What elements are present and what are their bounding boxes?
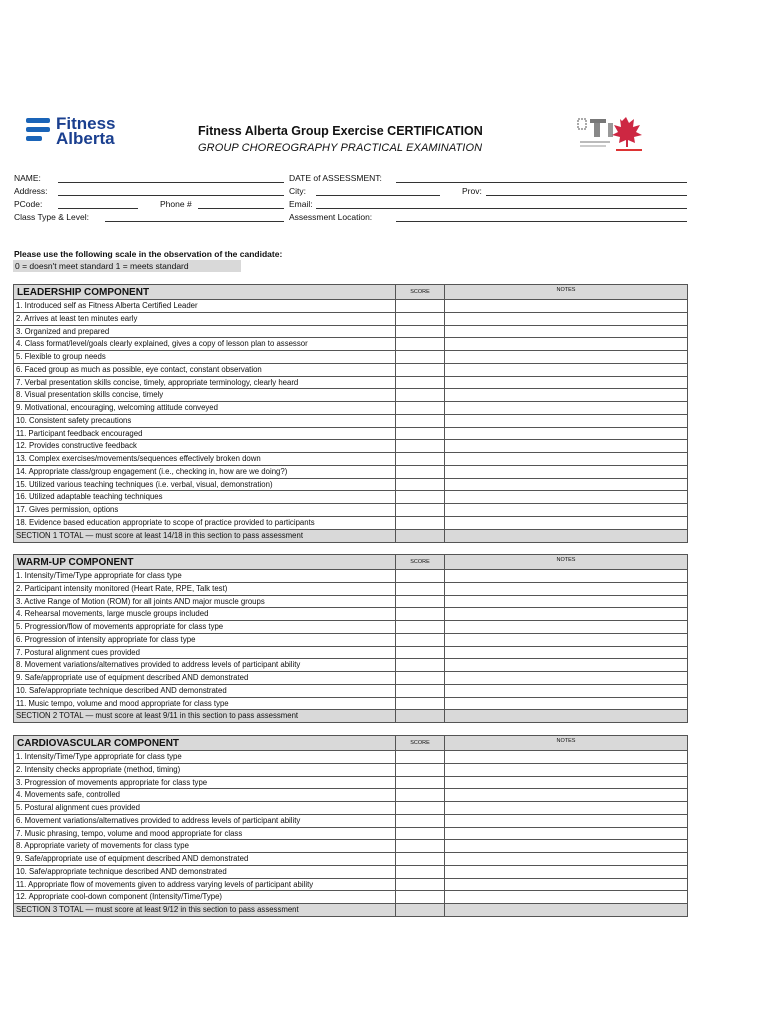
score-column-header: SCORE bbox=[395, 285, 444, 299]
criteria-row bbox=[13, 338, 688, 351]
notes-cell[interactable] bbox=[444, 608, 687, 620]
location-label: Assessment Location: bbox=[289, 212, 373, 222]
criteria-label: 9. Safe/appropriate use of equipment described AND demonstrated bbox=[16, 854, 249, 864]
criteria-row bbox=[13, 300, 688, 313]
score-cell[interactable] bbox=[395, 751, 444, 763]
notes-cell[interactable] bbox=[444, 802, 687, 814]
section-total-label: SECTION 2 TOTAL — must score at least 9/11 in this section to pass assessment bbox=[16, 711, 299, 721]
notes-cell[interactable] bbox=[444, 440, 687, 452]
criteria-row bbox=[13, 751, 688, 764]
score-cell[interactable] bbox=[395, 338, 444, 350]
section-total-row bbox=[13, 710, 688, 723]
criteria-label: 4. Rehearsal movements, large muscle groups included bbox=[16, 609, 209, 619]
criteria-row bbox=[13, 685, 688, 698]
criteria-row bbox=[13, 777, 688, 790]
criteria-row bbox=[13, 479, 688, 492]
criteria-row bbox=[13, 415, 688, 428]
notes-cell[interactable] bbox=[444, 504, 687, 516]
score-cell[interactable] bbox=[395, 389, 444, 401]
criteria-row bbox=[13, 596, 688, 609]
score-cell[interactable] bbox=[395, 621, 444, 633]
criteria-row bbox=[13, 364, 688, 377]
criteria-row bbox=[13, 853, 688, 866]
notes-cell[interactable] bbox=[444, 479, 687, 491]
maple-leaf-emblem-icon bbox=[576, 113, 650, 155]
criteria-row bbox=[13, 326, 688, 339]
criteria-row bbox=[13, 313, 688, 326]
criteria-label: 7. Postural alignment cues provided bbox=[16, 647, 140, 657]
score-cell[interactable] bbox=[395, 440, 444, 452]
criteria-label: 10. Safe/appropriate technique described AND demonstrated bbox=[16, 685, 227, 695]
criteria-label: 2. Intensity checks appropriate (method, timing) bbox=[16, 764, 181, 774]
criteria-label: 5. Flexible to group needs bbox=[16, 352, 106, 362]
section-total-row bbox=[13, 530, 688, 543]
notes-cell[interactable] bbox=[444, 351, 687, 363]
notes-cell[interactable] bbox=[444, 647, 687, 659]
score-cell[interactable] bbox=[395, 879, 444, 891]
location-field[interactable] bbox=[396, 221, 687, 222]
criteria-label: 6. Faced group as much as possible, eye contact, constant observation bbox=[16, 364, 262, 374]
notes-column-header: NOTES bbox=[444, 736, 687, 750]
score-cell[interactable] bbox=[395, 777, 444, 789]
section-total-label: SECTION 1 TOTAL — must score at least 14/18 in this section to pass assessment bbox=[16, 530, 304, 540]
score-cell[interactable] bbox=[395, 402, 444, 414]
prov-label: Prov: bbox=[462, 186, 482, 196]
criteria-label: 11. Participant feedback encouraged bbox=[16, 428, 143, 438]
notes-cell[interactable] bbox=[444, 659, 687, 671]
criteria-row bbox=[13, 440, 688, 453]
criteria-row bbox=[13, 351, 688, 364]
score-cell[interactable] bbox=[395, 517, 444, 529]
notes-cell[interactable] bbox=[444, 853, 687, 865]
notes-cell[interactable] bbox=[444, 466, 687, 478]
city-field[interactable] bbox=[316, 195, 440, 196]
criteria-row bbox=[13, 377, 688, 390]
pcode-field[interactable] bbox=[58, 208, 138, 209]
criteria-label: 12. Provides constructive feedback bbox=[16, 441, 137, 451]
scale-legend: 0 = doesn't meet standard 1 = meets standard bbox=[13, 260, 241, 272]
criteria-row bbox=[13, 840, 688, 853]
criteria-label: 1. Introduced self as Fitness Alberta Certified Leader bbox=[16, 301, 198, 310]
score-cell[interactable] bbox=[395, 659, 444, 671]
score-cell[interactable] bbox=[395, 466, 444, 478]
criteria-row bbox=[13, 504, 688, 517]
notes-cell[interactable] bbox=[444, 698, 687, 710]
criteria-row bbox=[13, 698, 688, 711]
criteria-row bbox=[13, 828, 688, 841]
logo-mark-icon bbox=[26, 118, 50, 144]
notes-cell[interactable] bbox=[444, 338, 687, 350]
score-cell[interactable] bbox=[395, 491, 444, 503]
criteria-label: 17. Gives permission, options bbox=[16, 505, 119, 515]
score-cell[interactable] bbox=[395, 828, 444, 840]
score-cell[interactable] bbox=[395, 710, 444, 722]
section-title: CARDIOVASCULAR COMPONENT bbox=[17, 738, 180, 749]
criteria-row bbox=[13, 402, 688, 415]
notes-cell[interactable] bbox=[444, 866, 687, 878]
phone-label: Phone # bbox=[160, 199, 192, 209]
score-cell[interactable] bbox=[395, 698, 444, 710]
criteria-label: 4. Class format/level/goals clearly explained, gives a copy of lesson plan to assessor bbox=[16, 339, 308, 349]
criteria-label: 6. Movement variations/alternatives provided to address levels of participant ability bbox=[16, 815, 301, 825]
criteria-row bbox=[13, 389, 688, 402]
date-field[interactable] bbox=[396, 182, 687, 183]
score-cell[interactable] bbox=[395, 608, 444, 620]
notes-cell[interactable] bbox=[444, 428, 687, 440]
criteria-label: 9. Motivational, encouraging, welcoming attitude conveyed bbox=[16, 403, 218, 413]
criteria-label: 11. Music tempo, volume and mood appropriate for class type bbox=[16, 698, 229, 708]
class-type-label: Class Type & Level: bbox=[14, 212, 89, 222]
score-cell[interactable] bbox=[395, 428, 444, 440]
notes-cell[interactable] bbox=[444, 517, 687, 529]
score-cell[interactable] bbox=[395, 866, 444, 878]
criteria-label: 3. Active Range of Motion (ROM) for all joints AND major muscle groups bbox=[16, 596, 265, 606]
notes-cell[interactable] bbox=[444, 596, 687, 608]
section-header bbox=[13, 284, 688, 300]
notes-cell[interactable] bbox=[444, 751, 687, 763]
logo-word-2: Alberta bbox=[56, 129, 115, 148]
notes-cell[interactable] bbox=[444, 530, 687, 542]
criteria-row bbox=[13, 879, 688, 892]
criteria-label: 3. Progression of movements appropriate for class type bbox=[16, 777, 208, 787]
criteria-label: 1. Intensity/Time/Type appropriate for class type bbox=[16, 752, 182, 761]
notes-cell[interactable] bbox=[444, 879, 687, 891]
email-field[interactable] bbox=[316, 208, 687, 209]
criteria-label: 8. Visual presentation skills concise, timely bbox=[16, 390, 164, 400]
score-cell[interactable] bbox=[395, 326, 444, 338]
criteria-label: 7. Verbal presentation skills concise, timely, appropriate terminology, clearly heard bbox=[16, 377, 299, 387]
address-field[interactable] bbox=[58, 195, 284, 196]
notes-cell[interactable] bbox=[444, 777, 687, 789]
address-label: Address: bbox=[14, 186, 48, 196]
criteria-label: 15. Utilized various teaching techniques (i.e. verbal, visual, demonstration) bbox=[16, 479, 273, 489]
criteria-label: 10. Safe/appropriate technique described AND demonstrated bbox=[16, 866, 227, 876]
score-cell[interactable] bbox=[395, 904, 444, 916]
criteria-label: 18. Evidence based education appropriate to scope of practice provided to participants bbox=[16, 518, 315, 528]
score-cell[interactable] bbox=[395, 685, 444, 697]
score-cell[interactable] bbox=[395, 570, 444, 582]
notes-cell[interactable] bbox=[444, 672, 687, 684]
score-cell[interactable] bbox=[395, 891, 444, 903]
logo-word-1: Fitness bbox=[56, 114, 116, 133]
notes-cell[interactable] bbox=[444, 313, 687, 325]
criteria-row bbox=[13, 647, 688, 660]
score-cell[interactable] bbox=[395, 453, 444, 465]
section-total-row bbox=[13, 904, 688, 917]
criteria-row bbox=[13, 583, 688, 596]
score-cell[interactable] bbox=[395, 764, 444, 776]
section-total-label: SECTION 3 TOTAL — must score at least 9/12 in this section to pass assessment bbox=[16, 905, 299, 915]
section-title: LEADERSHIP COMPONENT bbox=[17, 287, 150, 298]
class-type-field[interactable] bbox=[105, 221, 284, 222]
criteria-label: 9. Safe/appropriate use of equipment described AND demonstrated bbox=[16, 673, 249, 683]
score-cell[interactable] bbox=[395, 634, 444, 646]
criteria-row bbox=[13, 517, 688, 530]
notes-cell[interactable] bbox=[444, 453, 687, 465]
score-cell[interactable] bbox=[395, 840, 444, 852]
notes-column-header: NOTES bbox=[444, 555, 687, 569]
criteria-label: 12. Appropriate cool-down component (Intensity/Time/Type) bbox=[16, 892, 223, 902]
criteria-label: 5. Progression/flow of movements appropriate for class type bbox=[16, 622, 224, 632]
score-column-header: SCORE bbox=[395, 736, 444, 750]
criteria-row bbox=[13, 621, 688, 634]
criteria-label: 10. Consistent safety precautions bbox=[16, 415, 132, 425]
criteria-label: 3. Organized and prepared bbox=[16, 326, 110, 336]
notes-cell[interactable] bbox=[444, 491, 687, 503]
notes-cell[interactable] bbox=[444, 815, 687, 827]
notes-cell[interactable] bbox=[444, 840, 687, 852]
criteria-row bbox=[13, 789, 688, 802]
page-subtitle: GROUP CHOREOGRAPHY PRACTICAL EXAMINATION bbox=[198, 142, 483, 154]
notes-cell[interactable] bbox=[444, 583, 687, 595]
criteria-row bbox=[13, 891, 688, 904]
criteria-row bbox=[13, 866, 688, 879]
criteria-label: 8. Movement variations/alternatives provided to address levels of participant ability bbox=[16, 660, 301, 670]
score-cell[interactable] bbox=[395, 504, 444, 516]
score-cell[interactable] bbox=[395, 815, 444, 827]
criteria-label: 16. Utilized adaptable teaching techniques bbox=[16, 492, 163, 502]
score-cell[interactable] bbox=[395, 415, 444, 427]
notes-cell[interactable] bbox=[444, 789, 687, 801]
phone-field[interactable] bbox=[198, 208, 284, 209]
page-title: Fitness Alberta Group Exercise CERTIFICATION bbox=[198, 124, 483, 138]
score-cell[interactable] bbox=[395, 351, 444, 363]
score-cell[interactable] bbox=[395, 583, 444, 595]
scale-instructions: Please use the following scale in the observation of the candidate: bbox=[14, 249, 283, 259]
notes-cell[interactable] bbox=[444, 377, 687, 389]
criteria-row bbox=[13, 634, 688, 647]
criteria-row bbox=[13, 802, 688, 815]
score-cell[interactable] bbox=[395, 300, 444, 312]
notes-cell[interactable] bbox=[444, 710, 687, 722]
score-cell[interactable] bbox=[395, 672, 444, 684]
notes-cell[interactable] bbox=[444, 402, 687, 414]
notes-column-header: NOTES bbox=[444, 285, 687, 299]
criteria-label: 2. Participant intensity monitored (Heart Rate, RPE, Talk test) bbox=[16, 583, 228, 593]
score-cell[interactable] bbox=[395, 853, 444, 865]
email-label: Email: bbox=[289, 199, 313, 209]
fitness-alberta-logo bbox=[26, 116, 126, 150]
criteria-row bbox=[13, 608, 688, 621]
notes-cell[interactable] bbox=[444, 685, 687, 697]
criteria-row bbox=[13, 428, 688, 441]
notes-cell[interactable] bbox=[444, 828, 687, 840]
notes-cell[interactable] bbox=[444, 570, 687, 582]
criteria-row bbox=[13, 570, 688, 583]
score-cell[interactable] bbox=[395, 479, 444, 491]
cardiovascular-section bbox=[13, 735, 688, 917]
notes-cell[interactable] bbox=[444, 415, 687, 427]
criteria-label: 7. Music phrasing, tempo, volume and mood appropriate for class bbox=[16, 828, 243, 838]
section-header bbox=[13, 735, 688, 751]
criteria-label: 1. Intensity/Time/Type appropriate for class type bbox=[16, 571, 182, 580]
score-cell[interactable] bbox=[395, 377, 444, 389]
notes-cell[interactable] bbox=[444, 364, 687, 376]
criteria-row bbox=[13, 453, 688, 466]
criteria-row bbox=[13, 672, 688, 685]
name-field[interactable] bbox=[58, 182, 284, 183]
criteria-label: 6. Progression of intensity appropriate for class type bbox=[16, 634, 196, 644]
notes-cell[interactable] bbox=[444, 300, 687, 312]
notes-cell[interactable] bbox=[444, 891, 687, 903]
notes-cell[interactable] bbox=[444, 764, 687, 776]
leadership-section bbox=[13, 284, 688, 543]
criteria-label: 8. Appropriate variety of movements for class type bbox=[16, 841, 189, 851]
criteria-label: 13. Complex exercises/movements/sequences effectively broken down bbox=[16, 454, 261, 464]
criteria-row bbox=[13, 764, 688, 777]
criteria-row bbox=[13, 659, 688, 672]
score-column-header: SCORE bbox=[395, 555, 444, 569]
pcode-label: PCode: bbox=[14, 199, 43, 209]
notes-cell[interactable] bbox=[444, 621, 687, 633]
criteria-label: 14. Appropriate class/group engagement (i.e., checking in, how are we doing?) bbox=[16, 466, 288, 476]
warm-up-section bbox=[13, 554, 688, 723]
criteria-label: 2. Arrives at least ten minutes early bbox=[16, 313, 138, 323]
score-cell[interactable] bbox=[395, 647, 444, 659]
criteria-label: 11. Appropriate flow of movements given to address varying levels of participant ability bbox=[16, 879, 314, 889]
section-header bbox=[13, 554, 688, 570]
notes-cell[interactable] bbox=[444, 904, 687, 916]
criteria-row bbox=[13, 491, 688, 504]
prov-field[interactable] bbox=[486, 195, 687, 196]
notes-cell[interactable] bbox=[444, 389, 687, 401]
criteria-label: 5. Postural alignment cues provided bbox=[16, 803, 140, 813]
score-cell[interactable] bbox=[395, 313, 444, 325]
notes-cell[interactable] bbox=[444, 634, 687, 646]
city-label: City: bbox=[289, 186, 306, 196]
score-cell[interactable] bbox=[395, 596, 444, 608]
criteria-row bbox=[13, 466, 688, 479]
score-cell[interactable] bbox=[395, 802, 444, 814]
name-label: NAME: bbox=[14, 173, 41, 183]
score-cell[interactable] bbox=[395, 789, 444, 801]
criteria-label: 4. Movements safe, controlled bbox=[16, 790, 121, 800]
section-title: WARM-UP COMPONENT bbox=[17, 557, 134, 568]
score-cell[interactable] bbox=[395, 530, 444, 542]
notes-cell[interactable] bbox=[444, 326, 687, 338]
criteria-row bbox=[13, 815, 688, 828]
date-label: DATE of ASSESSMENT: bbox=[289, 173, 382, 183]
score-cell[interactable] bbox=[395, 364, 444, 376]
